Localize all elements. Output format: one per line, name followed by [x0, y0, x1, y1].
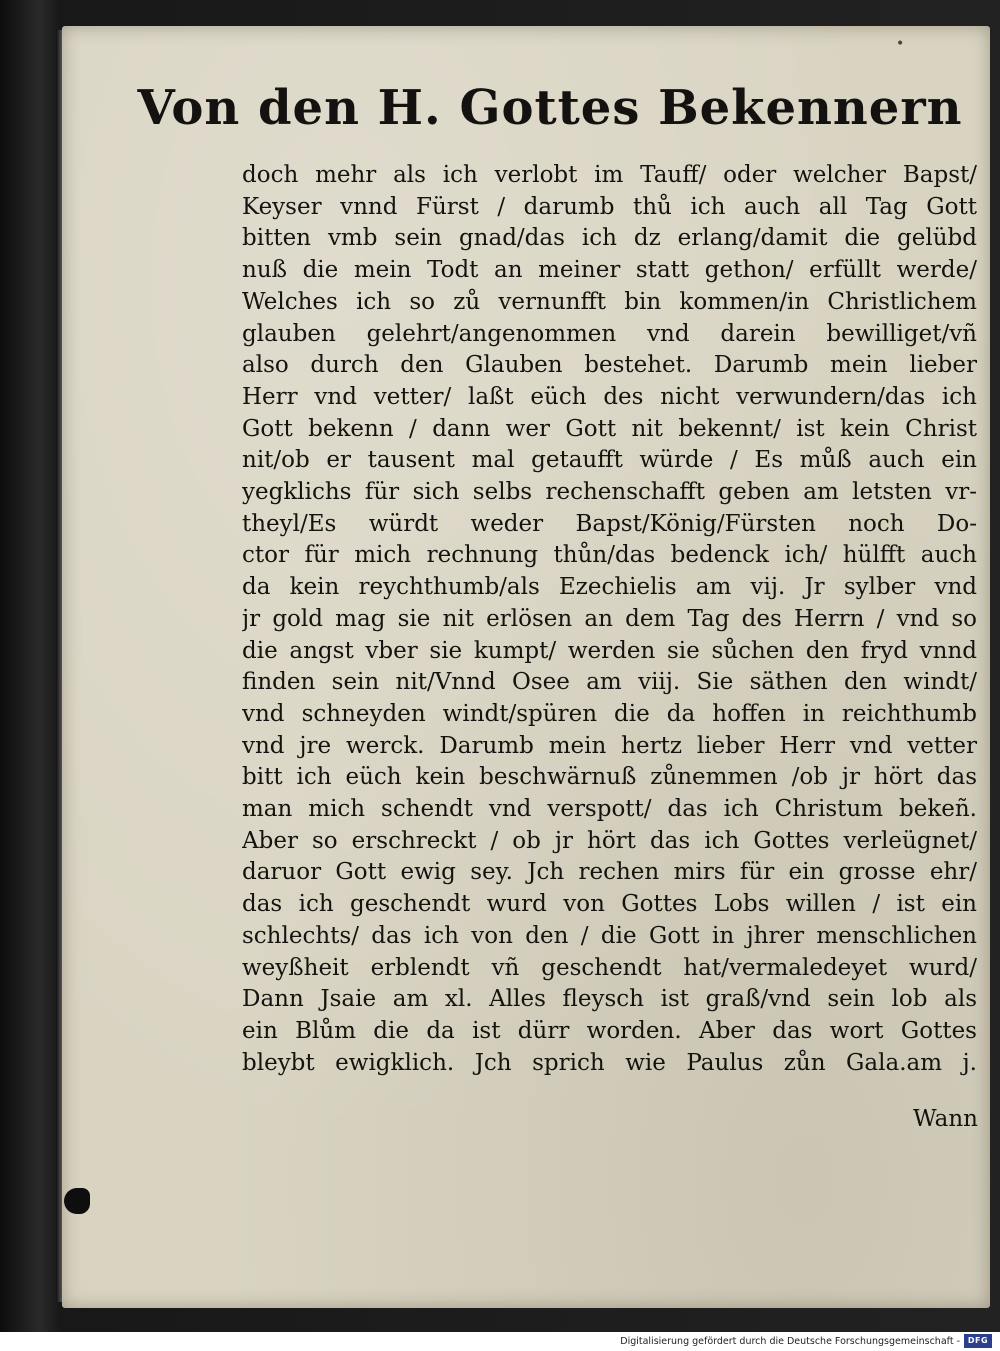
text-line: man mich schendt vnd verspott/ das ich Christum bekeñ.	[242, 796, 977, 823]
running-head: Von den H. Gottes Bekennern	[137, 80, 963, 136]
text-line: jr gold mag sie nit erlösen an dem Tag des Herrn / vnd so	[242, 605, 977, 632]
text-line: finden sein nit/Vnnd Osee am viij. Sie säthen den windt/	[242, 669, 977, 696]
text-line: Welches ich so zů vernunfft bin kommen/in Christlichem	[242, 288, 977, 315]
text-line: doch mehr als ich verlobt im Tauff/ oder welcher Bapst/	[242, 162, 977, 188]
text-line: schlechts/ das ich von den / die Gott in jhrer menschlichen	[242, 922, 977, 949]
text-line: ein Blům die da ist dürr worden. Aber das wort Gottes	[242, 1017, 977, 1044]
text-line: glauben gelehrt/angenommen vnd darein bewilliget/vñ	[242, 320, 977, 347]
signature-mark: •	[896, 36, 905, 52]
text-line: nit/ob er tausent mal getaufft würde / Es můß auch ein	[242, 447, 977, 474]
text-line: bitt ich eüch kein beschwärnuß zůnemmen /ob jr hört das	[242, 764, 977, 791]
text-line: daruor Gott ewig sey. Jch rechen mirs für ein grosse ehr/	[242, 859, 977, 886]
text-line: bitten vmb sein gnad/das ich dz erlang/damit die gelübd	[242, 225, 977, 252]
text-line: ctor für mich rechnung thůn/das bedenck ich/ hülfft auch	[242, 542, 977, 569]
text-line: yegklichs für sich selbs rechenschafft geben am letsten vr-	[242, 479, 977, 506]
text-line: vnd jre werck. Darumb mein hertz lieber Herr vnd vetter	[242, 732, 977, 759]
text-line: theyl/Es würdt weder Bapst/König/Fürsten noch Do-	[242, 510, 977, 537]
dfg-logo-icon[interactable]: DFG	[964, 1334, 992, 1348]
text-line: nuß die mein Todt an meiner statt gethon/ erfüllt werde/	[242, 257, 977, 284]
text-line: die angst vber sie kumpt/ werden sie sůchen den fryd vnnd	[242, 637, 977, 664]
text-line: Aber so erschreckt / ob jr hört das ich Gottes verleügnet/	[242, 827, 977, 854]
text-line: vnd schneyden windt/spüren die da hoffen in reichthumb	[242, 700, 977, 727]
text-line: das ich geschendt wurd von Gottes Lobs willen / ist ein	[242, 891, 977, 918]
text-line: Dann Jsaie am xl. Alles fleysch ist graß/vnd sein lob als	[242, 986, 977, 1013]
text-line: da kein reychthumb/als Ezechielis am vij. Jr sylber vnd	[242, 574, 977, 601]
body-text	[242, 160, 977, 1079]
text-line: also durch den Glauben bestehet. Darumb mein lieber	[242, 352, 977, 379]
text-line: Keyser vnnd Fürst / darumb thů ich auch all Tag Gott	[242, 193, 977, 220]
page-damage-hole	[64, 1188, 90, 1214]
text-line: Gott bekenn / dann wer Gott nit bekennt/ ist kein Christ	[242, 415, 977, 442]
text-line: weyßheit erblendt vñ geschendt hat/vermaledeyet wurd/	[242, 954, 977, 981]
footer-credit: Digitalisierung gefördert durch die Deutsche Forschungsgemeinschaft -	[620, 1336, 960, 1347]
text-line: bleybt ewigklich. Jch sprich wie Paulus zůn Gala.am j.	[242, 1049, 977, 1076]
text-line: Herr vnd vetter/ laßt eüch des nicht verwundern/das ich	[242, 383, 977, 410]
catchword: Wann	[913, 1106, 978, 1132]
